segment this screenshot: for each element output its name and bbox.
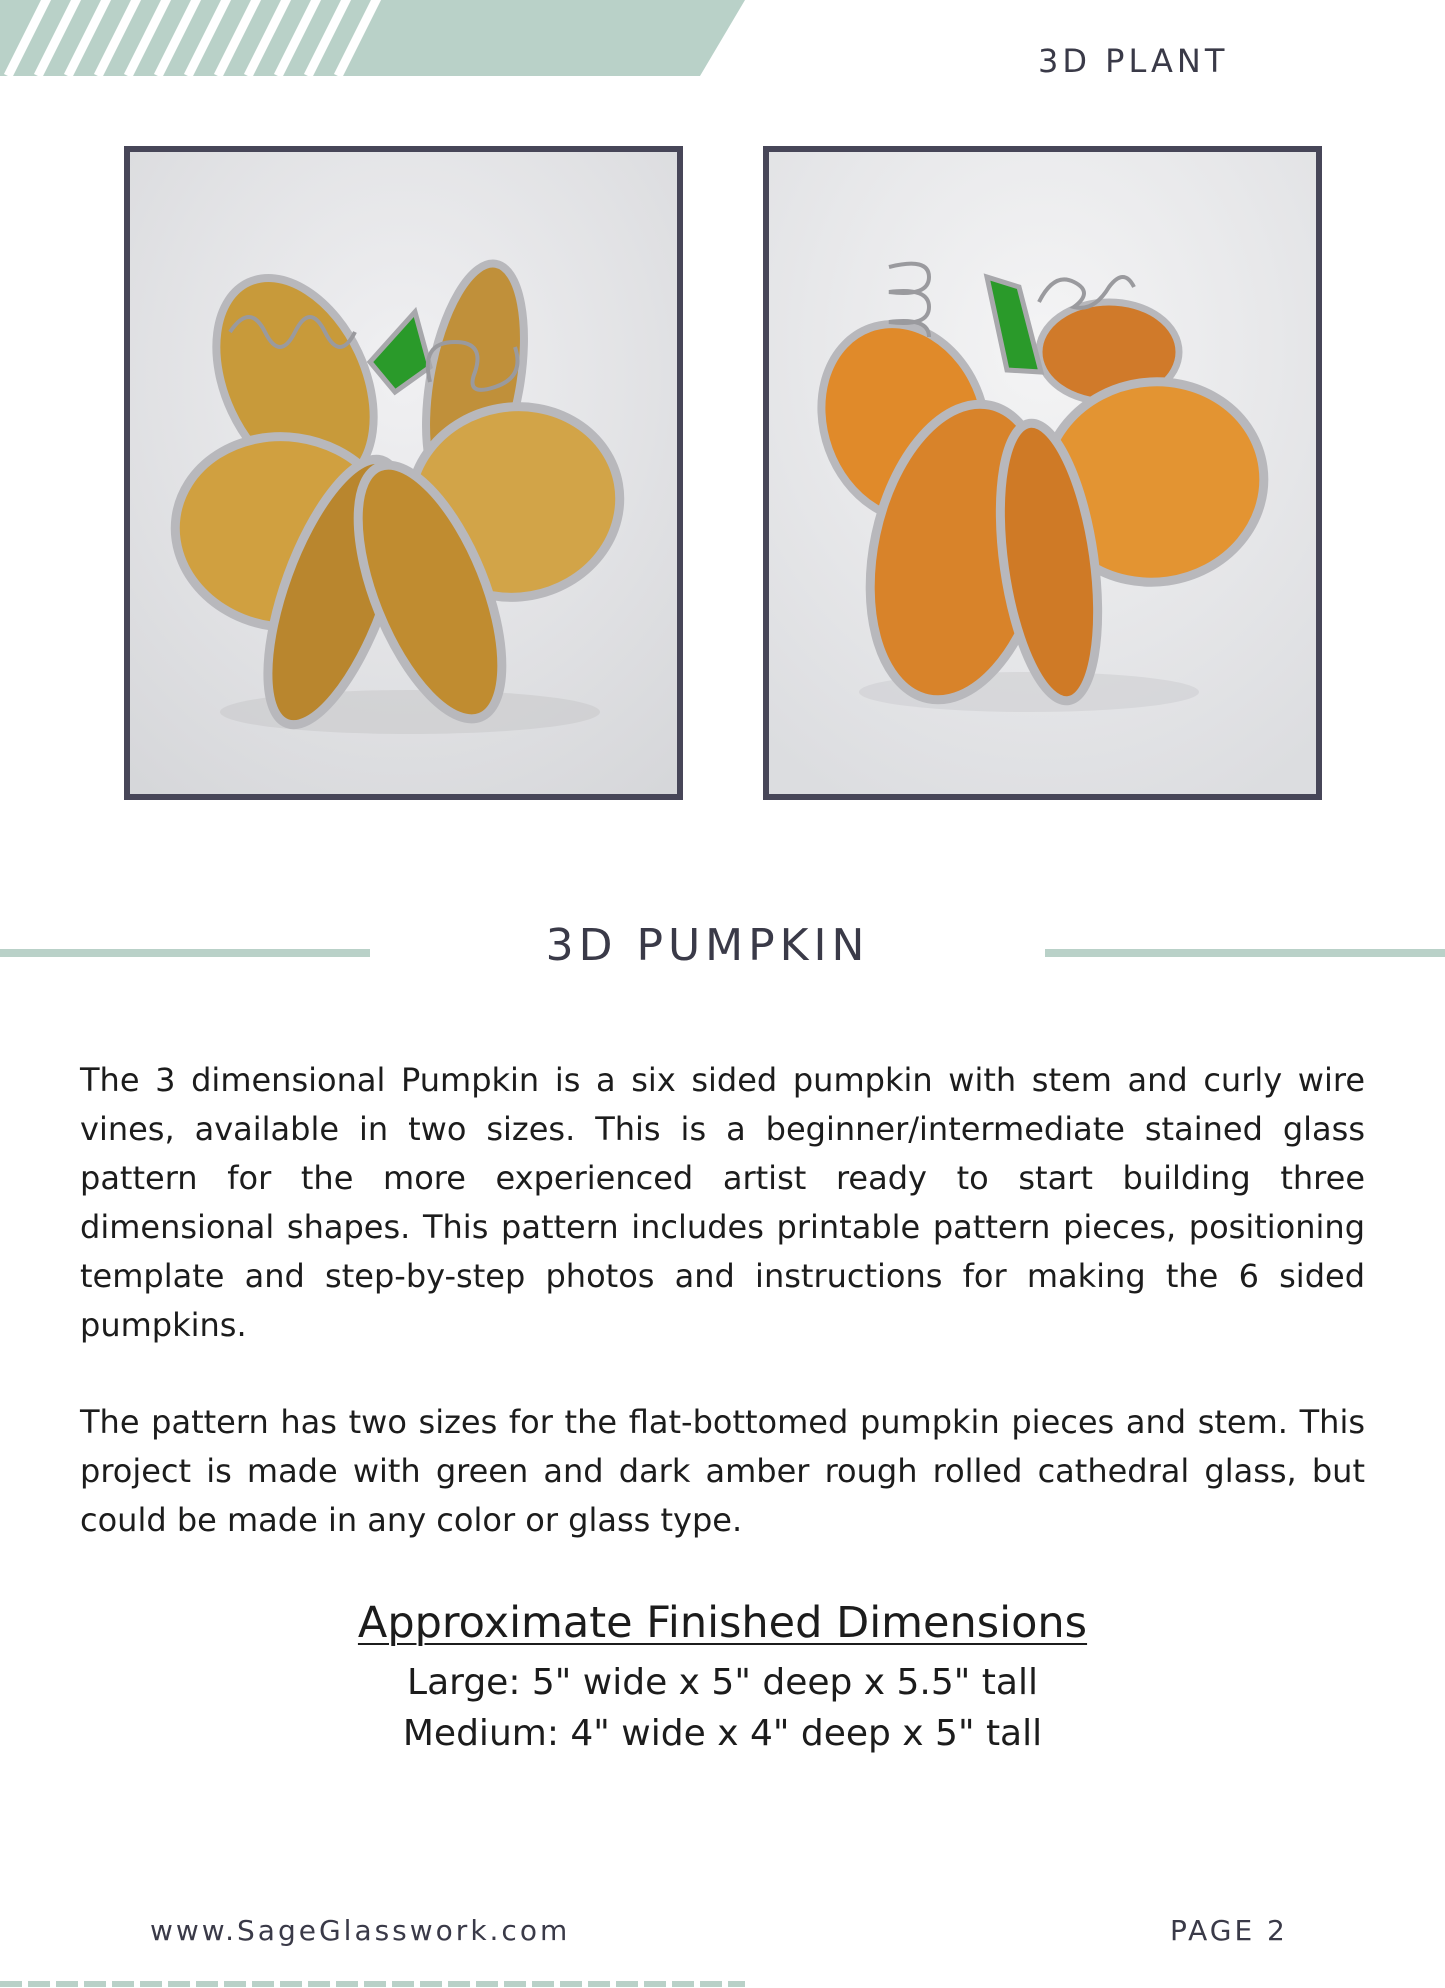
dimensions-heading: Approximate Finished Dimensions [357, 1598, 1088, 1648]
description-paragraph: The 3 dimensional Pumpkin is a six sided pumpkin with stem and curly wire vines, available in two sizes. This is a beginner/intermediate stained glass pattern for the more experienced artist ready to start building three dimensional shapes. This pattern includes printable pattern pieces, positioning template and step-by-step photos and instructions for making the 6 sided pumpkins. [80, 1061, 1365, 1344]
materials-paragraph: The pattern has two sizes for the flat-bottomed pumpkin pieces and stem. This project is made with green and dark amber rough rolled cathedral glass, but could be made in any color or glass type. [80, 1403, 1365, 1539]
page-title: 3D PUMPKIN [545, 920, 870, 971]
footer-dash-band [0, 1980, 750, 1988]
orange-pumpkin-photo [763, 146, 1322, 800]
website-link[interactable]: www.SageGlasswork.com [150, 1914, 571, 1947]
dimensions-large: Large: 5" wide x 5" deep x 5.5" tall [407, 1662, 1038, 1703]
amber-pumpkin-photo [124, 146, 683, 800]
header-stripe-band [0, 0, 750, 76]
dimensions-medium: Medium: 4" wide x 4" deep x 5" tall [402, 1713, 1043, 1754]
section-label: 3D PLANT [1038, 42, 1229, 80]
title-rule-left [0, 949, 370, 957]
title-rule-right [1045, 949, 1445, 957]
page-number: PAGE 2 [1170, 1914, 1288, 1947]
